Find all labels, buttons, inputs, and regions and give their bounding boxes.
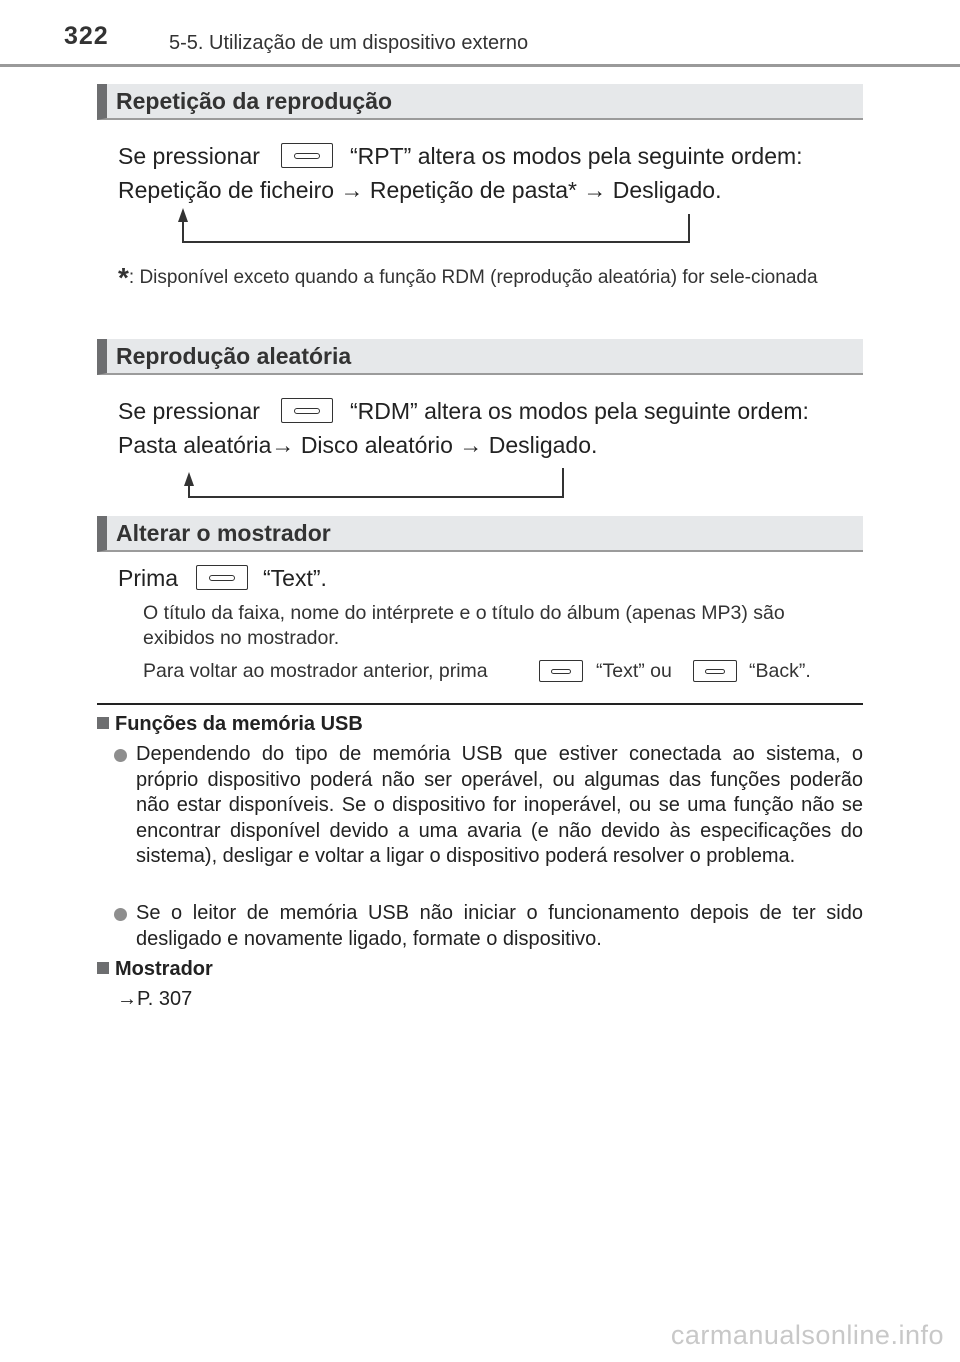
round-bullet-icon: [114, 908, 127, 921]
repeat-line-1-after: “RPT” altera os modos pela seguinte ordem:: [350, 143, 803, 169]
text-button-small-icon: [539, 660, 583, 682]
loop-arrow-left-icon: [182, 218, 184, 243]
repeat-line-1-before: Se pressionar: [118, 143, 260, 169]
random-line-1-before: Se pressionar: [118, 398, 260, 424]
square-bullet-icon: [97, 962, 109, 974]
page-reference-link[interactable]: →P. 307: [117, 988, 193, 1010]
display-note-1: O título da faixa, nome do intérprete e o título do álbum (apenas MP3) são exibidos no mostrador.: [143, 602, 785, 649]
random-sequence: Pasta aleatória→ Disco aleatório → Desligado.: [118, 432, 598, 458]
display-notes-heading-text: Mostrador: [115, 958, 213, 980]
loop-arrow-2-right-icon: [562, 468, 564, 498]
list-item: [114, 742, 863, 870]
list-item: [114, 901, 863, 952]
header-divider: [0, 64, 960, 67]
list-item-text: Dependendo do tipo de memória USB que estiver conectada ao sistema, o próprio dispositivo poderá não ser operável, ou algumas das funções poderão não estar disponíveis. Se o dispositivo for inoperável, ou se uma função não se encontrar disponível devido a uma avaria (e não devido às especificações do sistema), desligar e voltar a ligar o dispositivo poderá resolver o problema.: [136, 743, 863, 867]
section-title-repeat: Repetição da reprodução: [116, 88, 393, 114]
loop-arrow-right-icon: [688, 214, 690, 243]
list-item-text: Se o leitor de memória USB não iniciar o funcionamento depois de ter sido desligado e novamente ligado, formate o dispositivo.: [136, 902, 863, 950]
back-button-small-icon: [693, 660, 737, 682]
section-title-random: Reprodução aleatória: [116, 343, 352, 369]
usb-notes-heading: [97, 713, 363, 736]
page-number: 322: [64, 22, 109, 50]
rdm-button-icon: [281, 398, 333, 423]
repeat-line-1: [118, 143, 260, 170]
display-note-2-mid: “Text” ou: [596, 660, 672, 682]
display-note-2-before: Para voltar ao mostrador anterior, prima: [143, 660, 488, 682]
square-bullet-icon: [97, 717, 109, 729]
usb-notes-heading-text: Funções da memória USB: [115, 713, 363, 735]
footnote-text: : Disponível exceto quando a função RDM (reprodução aleatória) for sele-cionada: [128, 267, 818, 288]
random-line-1-after: “RDM” altera os modos pela seguinte ordem:: [350, 398, 809, 424]
display-notes-heading: [97, 958, 213, 981]
loop-arrow-2-bottom-icon: [188, 496, 564, 498]
repeat-sequence: Repetição de ficheiro → Repetição de pasta* → Desligado.: [118, 177, 722, 203]
footnote-star: *: [118, 262, 129, 293]
watermark: carmanualsonline.info: [670, 1320, 944, 1350]
display-note-2-after: “Back”.: [749, 660, 811, 682]
display-line-1-before: Prima: [118, 565, 179, 591]
loop-arrow-bottom-icon: [182, 241, 690, 243]
footnote: [118, 264, 863, 292]
round-bullet-icon: [114, 749, 127, 762]
text-button-icon: [196, 565, 248, 590]
display-line-1-after: “Text”.: [263, 565, 327, 591]
rpt-button-icon: [281, 143, 333, 168]
section-title-display: Alterar o mostrador: [116, 520, 331, 546]
chapter-title: 5-5. Utilização de um dispositivo externo: [169, 32, 529, 54]
section-divider: [97, 703, 863, 705]
